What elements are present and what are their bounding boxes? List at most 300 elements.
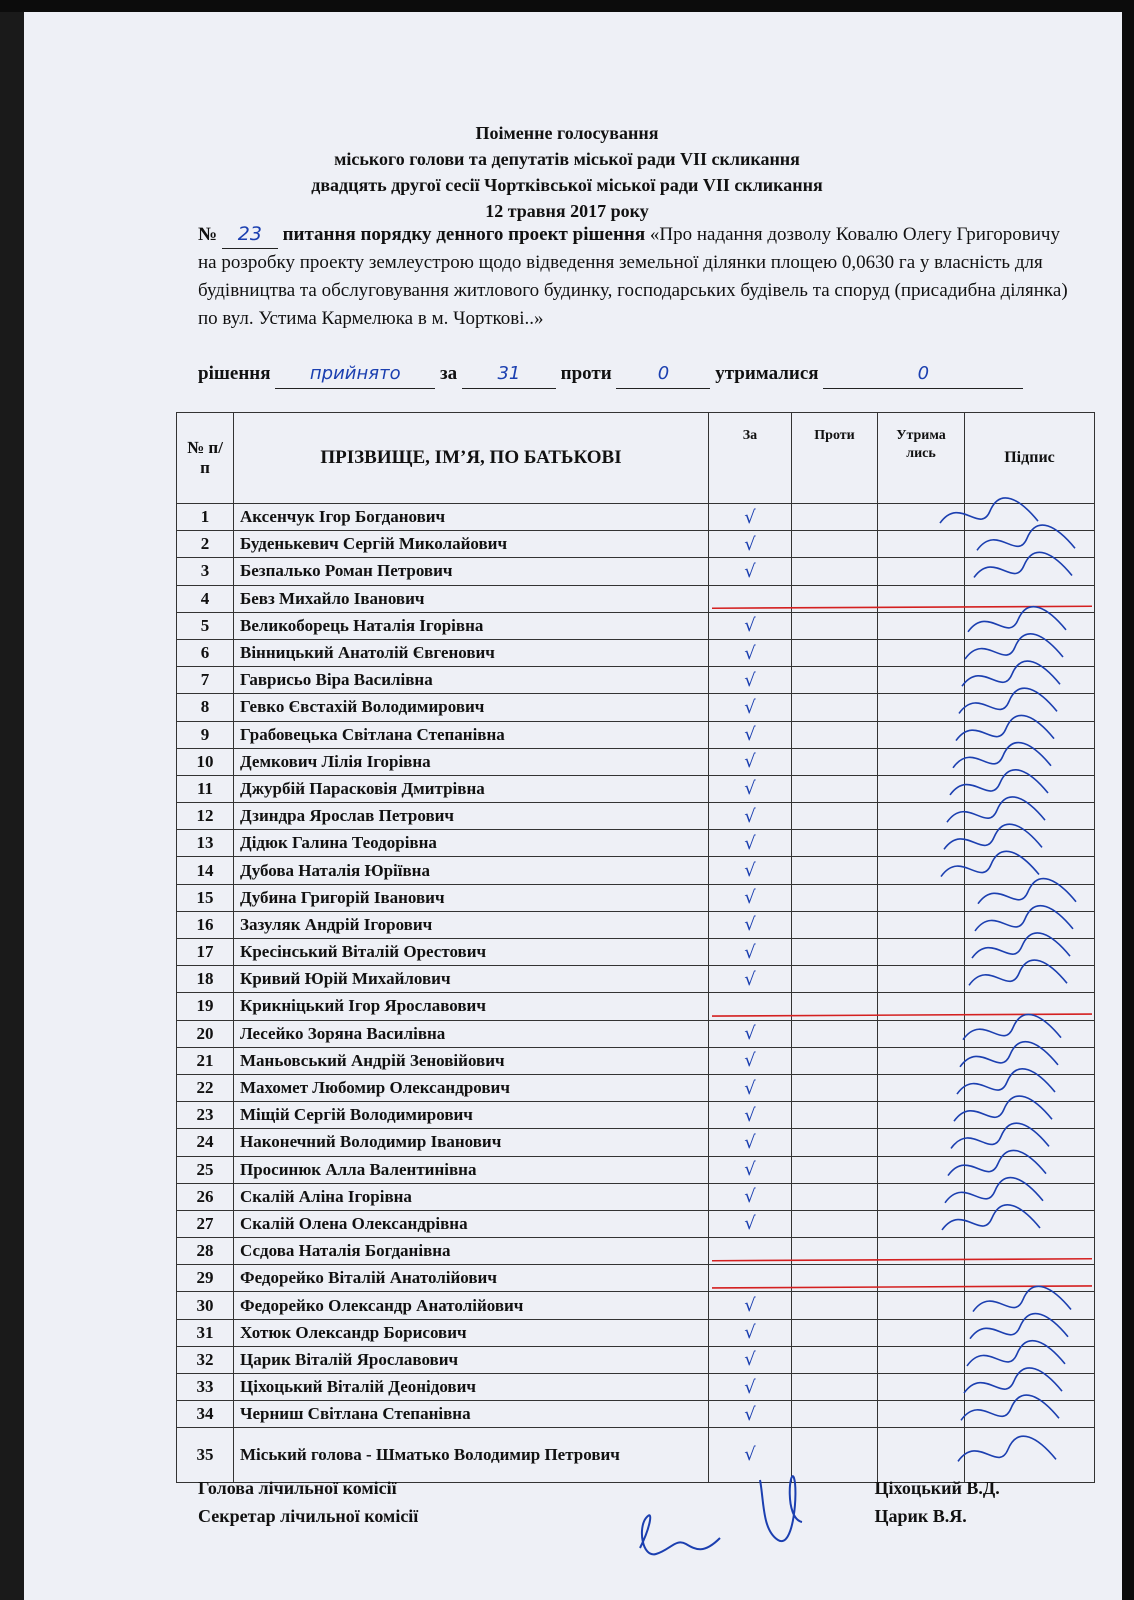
vote-abstain-cell — [878, 558, 965, 585]
row-number: 16 — [177, 911, 234, 938]
signature-cell — [965, 857, 1095, 884]
check-mark: √ — [744, 506, 756, 528]
table-row — [177, 558, 1095, 585]
scan-edge-top — [0, 0, 1134, 12]
vote-for-cell — [709, 1102, 792, 1129]
vote-against-cell — [792, 775, 878, 802]
check-mark: √ — [744, 1159, 756, 1181]
signature-cell — [965, 1047, 1095, 1074]
vote-abstain-cell — [878, 1074, 965, 1101]
check-mark: √ — [744, 669, 756, 691]
vote-against-cell — [792, 1265, 878, 1292]
check-mark: √ — [744, 1295, 756, 1317]
vote-against-cell — [792, 993, 878, 1020]
vote-against-cell — [792, 504, 878, 531]
table-row — [177, 1074, 1095, 1101]
row-number: 31 — [177, 1319, 234, 1346]
row-number: 3 — [177, 558, 234, 585]
vote-abstain-cell — [878, 857, 965, 884]
vote-abstain-cell — [878, 694, 965, 721]
heading-council: міського голови та депутатів міської ради VII скликання — [334, 149, 800, 169]
abstain-label: утрималися — [715, 363, 819, 384]
row-number: 20 — [177, 1020, 234, 1047]
vote-against-cell — [792, 1047, 878, 1074]
vote-against-cell — [792, 1102, 878, 1129]
check-mark: √ — [744, 941, 756, 963]
row-number: 1 — [177, 504, 234, 531]
vote-for-cell — [709, 1346, 792, 1373]
vote-against-cell — [792, 830, 878, 857]
signature-cell — [965, 911, 1095, 938]
header-num: № п/п — [177, 413, 234, 504]
signature-cell — [965, 1102, 1095, 1129]
agenda-item-label: питання порядку денного проект рішення — [282, 224, 646, 245]
table-row — [177, 993, 1095, 1020]
vote-for-cell — [709, 775, 792, 802]
table-row — [177, 1210, 1095, 1237]
check-mark: √ — [744, 832, 756, 854]
signature-cell — [965, 612, 1095, 639]
row-name: Дзиндра Ярослав Петрович — [234, 803, 709, 830]
row-name: Міщій Сергій Володимирович — [234, 1102, 709, 1129]
header-signature: Підпис — [965, 413, 1095, 504]
table-row — [177, 1156, 1095, 1183]
row-number: 18 — [177, 966, 234, 993]
row-number: 24 — [177, 1129, 234, 1156]
vote-for-cell — [709, 830, 792, 857]
vote-abstain-cell — [878, 1102, 965, 1129]
table-row — [177, 1401, 1095, 1428]
vote-for-cell — [709, 884, 792, 911]
vote-abstain-cell — [878, 1319, 965, 1346]
document-heading — [0, 120, 1134, 224]
signature-cell — [965, 504, 1095, 531]
row-number: 25 — [177, 1156, 234, 1183]
counting-chair — [198, 1474, 1000, 1502]
signature-cell — [965, 966, 1095, 993]
table-row — [177, 1319, 1095, 1346]
table-row — [177, 1020, 1095, 1047]
vote-against-cell — [792, 1374, 878, 1401]
signature-cell — [965, 1319, 1095, 1346]
vote-abstain-cell — [878, 993, 965, 1020]
row-name: Буденькевич Сергій Миколайович — [234, 531, 709, 558]
decision-value: прийнято — [275, 360, 435, 389]
row-name: Гевко Євстахій Володимирович — [234, 694, 709, 721]
check-mark: √ — [744, 1213, 756, 1235]
row-name: Демкович Лілія Ігорівна — [234, 748, 709, 775]
agenda-number-label: № — [198, 224, 218, 245]
signature-cell — [965, 939, 1095, 966]
vote-abstain-cell — [878, 1238, 965, 1265]
table-row — [177, 721, 1095, 748]
row-name: Федорейко Олександр Анатолійович — [234, 1292, 709, 1319]
vote-for-cell — [709, 1374, 792, 1401]
table-row — [177, 1346, 1095, 1373]
row-name: Скалій Аліна Ігорівна — [234, 1183, 709, 1210]
signature-cell — [965, 830, 1095, 857]
row-number: 32 — [177, 1346, 234, 1373]
for-count: 31 — [462, 360, 556, 389]
table-row — [177, 1374, 1095, 1401]
vote-against-cell — [792, 857, 878, 884]
vote-abstain-cell — [878, 531, 965, 558]
table-row — [177, 1265, 1095, 1292]
vote-for-cell — [709, 966, 792, 993]
table-row — [177, 966, 1095, 993]
row-name: Черниш Світлана Степанівна — [234, 1401, 709, 1428]
vote-for-cell — [709, 694, 792, 721]
check-mark: √ — [744, 560, 756, 582]
against-count: 0 — [616, 360, 710, 389]
heading-date: 12 травня 2017 року — [485, 201, 649, 221]
row-name: Великоборець Наталія Ігорівна — [234, 612, 709, 639]
vote-abstain-cell — [878, 667, 965, 694]
vote-abstain-cell — [878, 1401, 965, 1428]
row-number: 17 — [177, 939, 234, 966]
vote-for-cell — [709, 911, 792, 938]
check-mark: √ — [744, 1322, 756, 1344]
vote-against-cell — [792, 1074, 878, 1101]
row-number: 22 — [177, 1074, 234, 1101]
vote-against-cell — [792, 694, 878, 721]
row-number: 10 — [177, 748, 234, 775]
check-mark: √ — [744, 696, 756, 718]
vote-abstain-cell — [878, 1183, 965, 1210]
signature-cell — [965, 1346, 1095, 1373]
row-name: Ціхоцький Віталій Деонідович — [234, 1374, 709, 1401]
vote-against-cell — [792, 639, 878, 666]
vote-against-cell — [792, 803, 878, 830]
vote-for-cell — [709, 1210, 792, 1237]
vote-abstain-cell — [878, 1346, 965, 1373]
signature-cell — [965, 1129, 1095, 1156]
vote-abstain-cell — [878, 1047, 965, 1074]
check-mark: √ — [744, 1403, 756, 1425]
table-row — [177, 1047, 1095, 1074]
check-mark: √ — [744, 805, 756, 827]
signature-cell — [965, 1020, 1095, 1047]
abstain-count: 0 — [823, 360, 1023, 389]
table-row — [177, 884, 1095, 911]
vote-abstain-cell — [878, 748, 965, 775]
vote-against-cell — [792, 1020, 878, 1047]
check-mark: √ — [744, 1376, 756, 1398]
vote-abstain-cell — [878, 830, 965, 857]
row-number: 4 — [177, 585, 234, 612]
vote-for-cell — [709, 721, 792, 748]
vote-for-cell — [709, 1020, 792, 1047]
vote-for-cell — [709, 639, 792, 666]
row-name: Бевз Михайло Іванович — [234, 585, 709, 612]
table-row — [177, 639, 1095, 666]
signature-cell — [965, 803, 1095, 830]
row-number: 5 — [177, 612, 234, 639]
vote-for-cell — [709, 803, 792, 830]
row-name: Дідюк Галина Теодорівна — [234, 830, 709, 857]
check-mark: √ — [744, 887, 756, 909]
vote-abstain-cell — [878, 775, 965, 802]
row-name: Просинюк Алла Валентинівна — [234, 1156, 709, 1183]
vote-abstain-cell — [878, 504, 965, 531]
vote-for-cell — [709, 667, 792, 694]
table-row — [177, 911, 1095, 938]
signature-cell — [965, 1374, 1095, 1401]
signature-cell — [965, 667, 1095, 694]
vote-abstain-cell — [878, 803, 965, 830]
vote-against-cell — [792, 1238, 878, 1265]
row-number: 21 — [177, 1047, 234, 1074]
table-row — [177, 1102, 1095, 1129]
row-name: Маньовський Андрій Зеновійович — [234, 1047, 709, 1074]
vote-abstain-cell — [878, 639, 965, 666]
vote-against-cell — [792, 1346, 878, 1373]
against-label: проти — [560, 363, 612, 384]
row-name: Лесейко Зоряна Василівна — [234, 1020, 709, 1047]
row-number: 7 — [177, 667, 234, 694]
row-number: 11 — [177, 775, 234, 802]
row-number: 28 — [177, 1238, 234, 1265]
check-mark: √ — [744, 724, 756, 746]
vote-for-cell — [709, 504, 792, 531]
vote-against-cell — [792, 531, 878, 558]
vote-for-cell — [709, 558, 792, 585]
vote-for-cell — [709, 748, 792, 775]
vote-table-header — [177, 413, 1095, 504]
vote-for-cell — [709, 1183, 792, 1210]
table-row — [177, 1238, 1095, 1265]
table-row — [177, 830, 1095, 857]
vote-abstain-cell — [878, 612, 965, 639]
check-mark: √ — [744, 1349, 756, 1371]
signature-cell — [965, 1238, 1095, 1265]
row-name: Вінницький Анатолій Євгенович — [234, 639, 709, 666]
vote-for-cell — [709, 1238, 792, 1265]
row-name: Федорейко Віталій Анатолійович — [234, 1265, 709, 1292]
heading-session: двадцять другої сесії Чортківської міської ради VII скликання — [311, 175, 823, 195]
row-number: 6 — [177, 639, 234, 666]
row-name: Дубова Наталія Юріївна — [234, 857, 709, 884]
table-row — [177, 585, 1095, 612]
vote-abstain-cell — [878, 1292, 965, 1319]
vote-for-cell — [709, 1292, 792, 1319]
vote-against-cell — [792, 1129, 878, 1156]
vote-against-cell — [792, 1156, 878, 1183]
vote-against-cell — [792, 1401, 878, 1428]
vote-abstain-cell — [878, 884, 965, 911]
table-row — [177, 531, 1095, 558]
signature-cell — [965, 531, 1095, 558]
row-number: 33 — [177, 1374, 234, 1401]
row-number: 34 — [177, 1401, 234, 1428]
vote-abstain-cell — [878, 1020, 965, 1047]
check-mark: √ — [744, 1131, 756, 1153]
decision-line — [198, 360, 1088, 389]
row-name: Кресінський Віталій Орестович — [234, 939, 709, 966]
vote-against-cell — [792, 911, 878, 938]
vote-for-cell — [709, 612, 792, 639]
vote-against-cell — [792, 966, 878, 993]
scan-edge-right — [1122, 0, 1134, 1600]
table-row — [177, 748, 1095, 775]
check-mark: √ — [744, 751, 756, 773]
vote-for-cell — [709, 993, 792, 1020]
vote-against-cell — [792, 585, 878, 612]
check-mark: √ — [744, 1104, 756, 1126]
header-against: Проти — [792, 413, 878, 504]
check-mark: √ — [744, 778, 756, 800]
signature-cell — [965, 1292, 1095, 1319]
signature-cell — [965, 884, 1095, 911]
signature-cell — [965, 1183, 1095, 1210]
table-row — [177, 667, 1095, 694]
table-row — [177, 1129, 1095, 1156]
check-mark: √ — [744, 533, 756, 555]
vote-against-cell — [792, 1183, 878, 1210]
table-row — [177, 857, 1095, 884]
row-number: 15 — [177, 884, 234, 911]
signature-cell — [965, 639, 1095, 666]
signature-cell — [965, 721, 1095, 748]
decision-label: рішення — [198, 363, 271, 384]
agenda-item — [198, 220, 1078, 333]
vote-abstain-cell — [878, 911, 965, 938]
chair-name: Ціхоцький В.Д. — [874, 1478, 1000, 1498]
header-name: ПРІЗВИЩЕ, ІМ’Я, ПО БАТЬКОВІ — [234, 413, 709, 504]
row-number: 35 — [177, 1428, 234, 1483]
agenda-number-value: 23 — [222, 220, 278, 249]
vote-for-cell — [709, 1047, 792, 1074]
table-row — [177, 694, 1095, 721]
vote-abstain-cell — [878, 966, 965, 993]
check-mark: √ — [744, 968, 756, 990]
vote-against-cell — [792, 748, 878, 775]
table-row — [177, 504, 1095, 531]
signature-cell — [965, 558, 1095, 585]
row-number: 12 — [177, 803, 234, 830]
signature-cell — [965, 585, 1095, 612]
row-number: 8 — [177, 694, 234, 721]
row-name: Міський голова - Шматько Володимир Петрович — [234, 1428, 709, 1483]
signature-cell — [965, 1156, 1095, 1183]
signature-cell — [965, 694, 1095, 721]
signature-cell — [965, 1265, 1095, 1292]
vote-abstain-cell — [878, 721, 965, 748]
row-name: Безпалько Роман Петрович — [234, 558, 709, 585]
row-name: Зазуляк Андрій Ігорович — [234, 911, 709, 938]
table-row — [177, 1292, 1095, 1319]
table-row — [177, 939, 1095, 966]
header-for: За — [709, 413, 792, 504]
check-mark: √ — [744, 642, 756, 664]
row-number: 14 — [177, 857, 234, 884]
check-mark: √ — [744, 1444, 756, 1466]
check-mark: √ — [744, 1186, 756, 1208]
row-number: 2 — [177, 531, 234, 558]
vote-against-cell — [792, 884, 878, 911]
row-name: Скалій Олена Олександрівна — [234, 1210, 709, 1237]
check-mark: √ — [744, 914, 756, 936]
row-name: Дубина Григорій Іванович — [234, 884, 709, 911]
vote-against-cell — [792, 939, 878, 966]
signature-cell — [965, 775, 1095, 802]
row-name: Ссдова Наталія Богданівна — [234, 1238, 709, 1265]
check-mark: √ — [744, 1050, 756, 1072]
vote-against-cell — [792, 667, 878, 694]
row-number: 29 — [177, 1265, 234, 1292]
row-name: Кривий Юрій Михайлович — [234, 966, 709, 993]
vote-abstain-cell — [878, 1129, 965, 1156]
vote-table — [176, 412, 1095, 1483]
vote-abstain-cell — [878, 1156, 965, 1183]
signature-cell — [965, 1074, 1095, 1101]
counting-secretary — [198, 1502, 967, 1530]
chair-role: Голова лічильної комісії — [198, 1478, 397, 1498]
table-row — [177, 803, 1095, 830]
row-number: 19 — [177, 993, 234, 1020]
signature-cell — [965, 1401, 1095, 1428]
vote-for-cell — [709, 857, 792, 884]
row-number: 30 — [177, 1292, 234, 1319]
row-name: Хотюк Олександр Борисович — [234, 1319, 709, 1346]
check-mark: √ — [744, 1077, 756, 1099]
secretary-name: Царик В.Я. — [874, 1506, 967, 1526]
row-number: 9 — [177, 721, 234, 748]
row-name: Грабовецька Світлана Степанівна — [234, 721, 709, 748]
vote-against-cell — [792, 1292, 878, 1319]
check-mark: √ — [744, 1023, 756, 1045]
vote-for-cell — [709, 531, 792, 558]
vote-against-cell — [792, 1210, 878, 1237]
secretary-role: Секретар лічильної комісії — [198, 1506, 419, 1526]
heading-title: Поіменне голосування — [475, 123, 659, 143]
row-name: Аксенчук Ігор Богданович — [234, 504, 709, 531]
for-label: за — [440, 363, 458, 384]
vote-against-cell — [792, 612, 878, 639]
row-number: 13 — [177, 830, 234, 857]
vote-for-cell — [709, 1265, 792, 1292]
row-name: Наконечний Володимир Іванович — [234, 1129, 709, 1156]
row-number: 26 — [177, 1183, 234, 1210]
vote-against-cell — [792, 1319, 878, 1346]
row-name: Царик Віталій Ярославович — [234, 1346, 709, 1373]
scan-edge-left — [0, 0, 24, 1600]
row-name: Гаврисьо Віра Василівна — [234, 667, 709, 694]
row-number: 23 — [177, 1102, 234, 1129]
row-name: Джурбій Парасковія Дмитрівна — [234, 775, 709, 802]
vote-for-cell — [709, 1074, 792, 1101]
signature-cell — [965, 1210, 1095, 1237]
vote-abstain-cell — [878, 939, 965, 966]
row-name: Махомет Любомир Олександрович — [234, 1074, 709, 1101]
header-abstain: Утрима лись — [878, 413, 965, 504]
signature-cell — [965, 748, 1095, 775]
check-mark: √ — [744, 615, 756, 637]
table-row — [177, 775, 1095, 802]
vote-abstain-cell — [878, 1265, 965, 1292]
vote-against-cell — [792, 721, 878, 748]
row-number: 27 — [177, 1210, 234, 1237]
vote-for-cell — [709, 1156, 792, 1183]
signature-cell — [965, 993, 1095, 1020]
table-row — [177, 1183, 1095, 1210]
vote-for-cell — [709, 939, 792, 966]
vote-against-cell — [792, 558, 878, 585]
table-row — [177, 612, 1095, 639]
row-name: Крикніцький Ігор Ярославович — [234, 993, 709, 1020]
vote-for-cell — [709, 1129, 792, 1156]
agenda-item-text: «Про надання дозволу Ковалю Олегу Григоровичу на розробку проекту землеустрою щодо відведення земельної ділянки площею 0,0630 га у власність для будівництва та обслуговування житлового будинку, господарських будівель та споруд (присадибна ділянка) по вул. Устима Кармелюка в м. Чорткові..» — [198, 224, 1068, 329]
